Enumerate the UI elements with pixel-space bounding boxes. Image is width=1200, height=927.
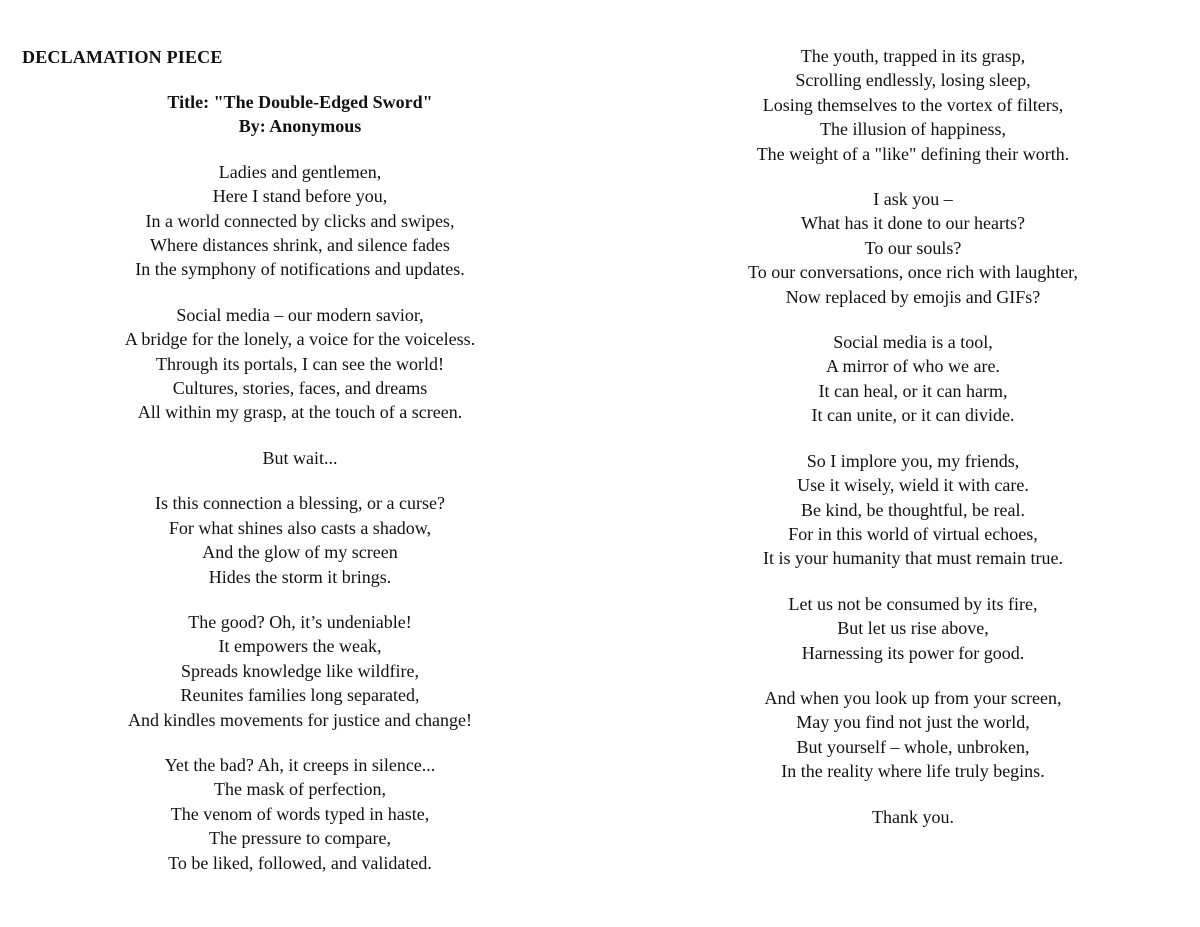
poem-line: Be kind, be thoughtful, be real. bbox=[801, 499, 1025, 520]
left-column bbox=[50, 90, 550, 896]
poem-line: To our souls? bbox=[864, 237, 962, 258]
poem-line: Reunites families long separated, bbox=[180, 685, 420, 706]
stanza bbox=[663, 44, 1163, 166]
stanza bbox=[50, 753, 550, 875]
poem-line: Yet the bad? Ah, it creeps in silence... bbox=[164, 754, 436, 775]
poem-title: Title: "The Double-Edged Sword" bbox=[167, 92, 433, 112]
poem-line: To our conversations, once rich with laughter, bbox=[748, 262, 1078, 283]
poem-line: In the symphony of notifications and updates. bbox=[135, 259, 465, 280]
stanza bbox=[50, 446, 550, 470]
stanza bbox=[50, 610, 550, 732]
left-stanzas bbox=[50, 160, 550, 875]
poem-line: In the reality where life truly begins. bbox=[781, 761, 1045, 782]
poem-line: Scrolling endlessly, losing sleep, bbox=[795, 70, 1031, 91]
poem-line: Social media is a tool, bbox=[833, 332, 993, 353]
poem-line: Let us not be consumed by its fire, bbox=[788, 593, 1038, 614]
poem-line: Is this connection a blessing, or a curse? bbox=[155, 493, 445, 514]
poem-line: It is your humanity that must remain true. bbox=[763, 548, 1063, 569]
poem-line: For in this world of virtual echoes, bbox=[788, 523, 1038, 544]
title-block bbox=[50, 90, 550, 139]
poem-line: Thank you. bbox=[872, 806, 954, 827]
poem-line: Use it wisely, wield it with care. bbox=[797, 475, 1029, 496]
poem-line: It can unite, or it can divide. bbox=[811, 405, 1015, 426]
poem-line: Hides the storm it brings. bbox=[208, 566, 392, 587]
stanza bbox=[663, 330, 1163, 428]
poem-line: So I implore you, my friends, bbox=[806, 450, 1020, 471]
poem-line: Here I stand before you, bbox=[212, 186, 388, 207]
poem-line: Ladies and gentlemen, bbox=[218, 161, 382, 182]
poem-line: It empowers the weak, bbox=[218, 636, 382, 657]
poem-line: And kindles movements for justice and change! bbox=[128, 709, 472, 730]
right-stanzas bbox=[663, 44, 1163, 829]
poem-author: By: Anonymous bbox=[238, 116, 362, 137]
poem-line: The good? Oh, it’s undeniable! bbox=[188, 611, 412, 632]
poem-line: The youth, trapped in its grasp, bbox=[800, 46, 1026, 66]
stanza bbox=[50, 491, 550, 589]
poem-line: Spreads knowledge like wildfire, bbox=[181, 660, 419, 681]
poem-line: Cultures, stories, faces, and dreams bbox=[172, 378, 428, 399]
stanza bbox=[663, 187, 1163, 309]
stanza bbox=[50, 303, 550, 425]
poem-line: The mask of perfection, bbox=[214, 779, 386, 800]
poem-line: Through its portals, I can see the world! bbox=[156, 353, 444, 374]
stanza bbox=[663, 805, 1163, 829]
poem-line: Harnessing its power for good. bbox=[801, 642, 1025, 663]
poem-line: The venom of words typed in haste, bbox=[170, 803, 430, 824]
stanza bbox=[50, 160, 550, 282]
poem-line: Social media – our modern savior, bbox=[176, 304, 424, 325]
poem-line: All within my grasp, at the touch of a screen. bbox=[137, 402, 463, 423]
poem-line: The weight of a "like" defining their worth. bbox=[756, 143, 1070, 164]
poem-line: But wait... bbox=[262, 447, 338, 468]
poem-line: But yourself – whole, unbroken, bbox=[796, 736, 1030, 757]
poem-line: A bridge for the lonely, a voice for the voiceless. bbox=[124, 329, 476, 350]
poem-line: May you find not just the world, bbox=[796, 712, 1030, 733]
poem-line: It can heal, or it can harm, bbox=[818, 380, 1008, 401]
poem-line: What has it done to our hearts? bbox=[801, 213, 1025, 234]
poem-line: And the glow of my screen bbox=[202, 542, 398, 563]
poem-line: In a world connected by clicks and swipes, bbox=[145, 210, 455, 231]
poem-line: To be liked, followed, and validated. bbox=[168, 852, 432, 873]
poem-line: Losing themselves to the vortex of filters, bbox=[762, 94, 1064, 115]
poem-line: The pressure to compare, bbox=[209, 828, 391, 849]
poem-line: I ask you – bbox=[873, 189, 953, 210]
poem-line: For what shines also casts a shadow, bbox=[168, 517, 432, 538]
right-column bbox=[663, 44, 1163, 850]
poem-line: Now replaced by emojis and GIFs? bbox=[785, 286, 1041, 307]
poem-line: A mirror of who we are. bbox=[826, 356, 1000, 377]
stanza bbox=[663, 686, 1163, 784]
stanza bbox=[663, 592, 1163, 665]
poem-line: And when you look up from your screen, bbox=[764, 687, 1062, 708]
poem-line: The illusion of happiness, bbox=[820, 119, 1006, 140]
document-heading: DECLAMATION PIECE bbox=[22, 47, 223, 67]
poem-line: Where distances shrink, and silence fades bbox=[150, 235, 450, 256]
stanza bbox=[663, 449, 1163, 571]
poem-line: But let us rise above, bbox=[837, 618, 989, 639]
